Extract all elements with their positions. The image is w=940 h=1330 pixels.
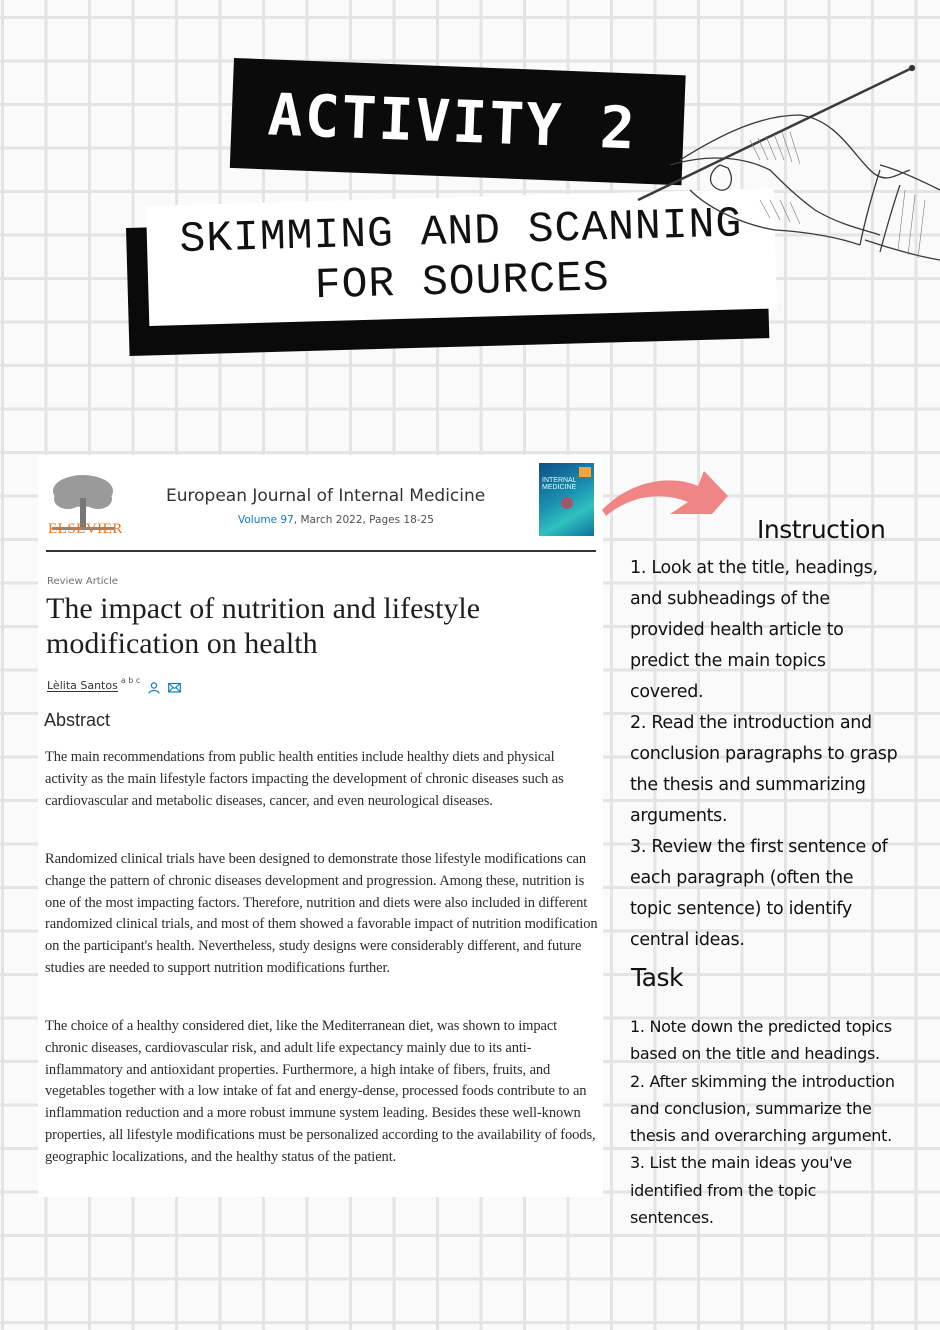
instruction-line: arguments. — [630, 806, 728, 826]
instruction-line: and subheadings of the — [630, 589, 830, 609]
instruction-line: 2. Read the introduction and — [630, 713, 872, 733]
task-line: 3. List the main ideas you've — [630, 1153, 852, 1173]
mail-icon[interactable] — [168, 682, 181, 693]
journal-title[interactable]: European Journal of Internal Medicine — [166, 486, 486, 506]
task-line: and conclusion, summarize the — [630, 1098, 872, 1118]
subtitle-line-2: FOR SOURCES — [314, 253, 611, 311]
subtitle-line-1: SKIMMING AND SCANNING — [178, 199, 743, 265]
header-divider — [46, 550, 596, 552]
abstract-paragraph: The choice of a healthy considered diet, like the Mediterranean diet, was shown to impact chronic diseases, cardiovascular risk, and adult life expectancy mainly due to its anti-inflammatory and antioxidant properties. Furthermore, a high intake of fibers, fruits, and vegetables together with a low intake of fat and energy-dense, processed foods contribute to an inflammation reduction and a more robust immune system leading. Besides these well-known properties, all lifestyle modifications must be personalized according to the availability of foods, geographic localizations, and the healthy status of the patient. — [45, 1018, 596, 1165]
cover-graphic — [561, 497, 573, 509]
abstract-paragraph: Randomized clinical trials have been designed to demonstrate those lifestyle modifications can change the pattern of chronic diseases development and progression. Among these, nutrition is one of the most impacting factors. Therefore, nutrition and diets were also included in different randomized clinical trials, and most of them showed a favorable impact of nutrition modification on the participant's health. Nevertheless, study designs were considerably different, and future studies are needed to support nutrition modifications further. — [45, 851, 598, 976]
author-line — [47, 676, 181, 694]
author-affiliations[interactable]: a b c — [120, 676, 141, 685]
journal-cover-image[interactable] — [539, 463, 594, 536]
instruction-line: provided health article to — [630, 620, 844, 640]
journal-meta — [238, 514, 434, 526]
article-title: The impact of nutrition and lifestyle modification on health — [46, 592, 481, 660]
curved-arrow-icon — [600, 466, 735, 526]
task-line: based on the title and headings. — [630, 1044, 880, 1064]
instruction-line: covered. — [630, 682, 704, 702]
task-line: 2. After skimming the introduction — [630, 1071, 895, 1091]
task-line: identified from the topic — [630, 1180, 817, 1200]
publisher-name: ELSEVIER — [48, 521, 123, 537]
instruction-line: central ideas. — [630, 930, 745, 950]
instruction-line: predict the main topics — [630, 651, 826, 671]
abstract-paragraph: The main recommendations from public health entities include healthy diets and physical activity as the main lifestyle factors impacting the development of chronic diseases such as cardiovascular and metabolic diseases, cancer, and even neurological diseases. — [45, 749, 564, 809]
task-line: 1. Note down the predicted topics — [630, 1017, 892, 1036]
task-line: sentences. — [630, 1208, 714, 1228]
instruction-line: 3. Review the first sentence of — [630, 837, 888, 857]
activity-label: ACTIVITY 2 — [266, 80, 639, 163]
task-heading: Task — [631, 963, 683, 992]
instruction-heading: Instruction — [757, 515, 886, 544]
hand-with-pen-illustration — [610, 60, 940, 330]
cover-badge — [579, 467, 591, 477]
abstract-heading: Abstract — [44, 710, 111, 730]
instruction-line: conclusion paragraphs to grasp — [630, 744, 898, 764]
article-screenshot — [38, 455, 603, 1197]
instruction-line: the thesis and summarizing — [630, 775, 866, 795]
instruction-line: 1. Look at the title, headings, — [630, 558, 878, 578]
article-type: Review Article — [47, 576, 118, 587]
instruction-line: each paragraph (often the — [630, 868, 854, 888]
person-icon[interactable] — [148, 682, 160, 694]
task-line: thesis and overarching argument. — [630, 1126, 892, 1146]
instruction-line: topic sentence) to identify — [630, 899, 852, 919]
instruction-list — [630, 553, 930, 956]
volume-link[interactable]: Volume 97 — [238, 514, 294, 526]
author-name[interactable]: Lèlita Santos — [47, 679, 118, 692]
task-list — [630, 1013, 930, 1231]
issue-details: , March 2022, Pages 18-25 — [293, 514, 434, 526]
cover-title: INTERNAL MEDICINE — [542, 477, 577, 491]
